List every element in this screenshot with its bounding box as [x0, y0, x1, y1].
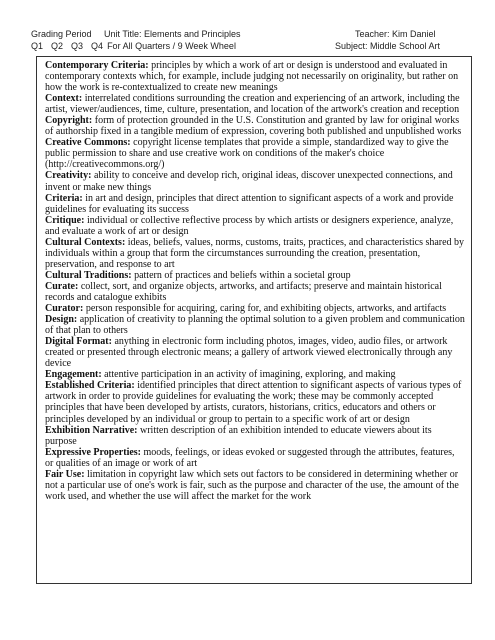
subject-label: Subject: Middle School Art — [335, 41, 441, 51]
glossary-term: Critique: — [45, 214, 85, 226]
glossary-definition: application of creativity to planning the optimal solution to a given problem and communication of that plan to others — [45, 314, 465, 337]
glossary-entry — [45, 469, 465, 502]
unit-title: Unit Title: Elements and Principles — [104, 29, 241, 39]
quarters-note: For All Quarters / 9 Week Wheel — [107, 41, 236, 51]
glossary-entry — [45, 281, 465, 303]
glossary-entry — [45, 237, 465, 270]
glossary-definition: pattern of practices and beliefs within a societal group — [134, 269, 351, 281]
glossary-term: Digital Format: — [45, 336, 112, 348]
glossary-entry — [45, 447, 465, 469]
glossary-term: Creativity: — [45, 170, 92, 182]
glossary-term: Context: — [45, 93, 83, 105]
glossary-definition: ability to conceive and develop rich, original ideas, discover unexpected connections, and invent or make new things — [45, 170, 453, 193]
glossary-entry — [45, 93, 465, 115]
glossary-term: Cultural Traditions: — [45, 269, 132, 281]
glossary-term: Criteria: — [45, 192, 83, 204]
glossary-definition: in art and design, principles that direct attention to significant aspects of a work and provide guidelines for evaluating its success — [45, 192, 454, 215]
glossary-entry — [45, 369, 465, 380]
quarter-q2: Q2 — [51, 41, 64, 51]
glossary-definition: identified principles that direct attention to significant aspects of various types of artwork in order to provide guidelines for evaluating the work; these may be commonly accepted principles that have been developed by artists, curators, historians, critics, educators and others or principles developed by an individual or group to pertain to a specific work of art or design — [45, 380, 462, 425]
glossary-term: Curate: — [45, 280, 79, 292]
glossary-entry — [45, 115, 465, 137]
glossary-entry — [45, 193, 465, 215]
quarters-row — [31, 41, 236, 52]
glossary-definition: collect, sort, and organize objects, artworks, and artifacts; preserve and maintain historical records and catalogue exhibits — [45, 280, 442, 303]
glossary-definition: copyright license templates that provide a simple, standardized way to give the public permission to share and use creative work on conditions of the maker's choice (http://creativecommons.org/) — [45, 137, 449, 171]
glossary-entry — [45, 215, 465, 237]
glossary-definition: person responsible for acquiring, caring for, and exhibiting objects, artworks, and artifacts — [85, 303, 447, 315]
glossary-entry — [45, 270, 465, 281]
quarter-q4: Q4 — [91, 41, 104, 51]
glossary-entry — [45, 336, 465, 369]
glossary-entry — [45, 380, 465, 424]
glossary-definition: ideas, beliefs, values, norms, customs, traits, practices, and characteristics shared by individuals within a group that form the circumstances surrounding the creation, presentation, preservation, and response to art — [45, 236, 465, 270]
quarter-q3: Q3 — [71, 41, 84, 51]
glossary-term: Creative Commons: — [45, 137, 131, 149]
glossary-definition: written description of an exhibition intended to educate viewers about its purpose — [45, 424, 432, 447]
glossary-entry — [45, 137, 465, 170]
glossary-term: Fair Use: — [45, 468, 85, 480]
glossary-term: Contemporary Criteria: — [45, 60, 149, 71]
glossary-term: Design: — [45, 314, 78, 326]
glossary-definition: attentive participation in an activity of imagining, exploring, and making — [104, 369, 396, 381]
glossary-definition: moods, feelings, or ideas evoked or suggested through the attributes, features, or qualities of an image or work of art — [45, 446, 455, 469]
glossary-term: Cultural Contexts: — [45, 236, 126, 248]
quarter-q1: Q1 — [31, 41, 44, 51]
glossary-term: Copyright: — [45, 115, 93, 127]
teacher-label: Teacher: Kim Daniel — [355, 29, 436, 39]
glossary-box — [36, 56, 472, 584]
grading-period-label: Grading Period — [31, 29, 92, 39]
glossary-definition: principles by which a work of art or design is understood and evaluated in contemporary contexts which, for example, include judging not necessarily on originality, but rather on how the work is re-contextualized to create new meanings — [45, 60, 459, 94]
glossary-entry — [45, 170, 465, 192]
glossary-term: Exhibition Narrative: — [45, 424, 138, 436]
glossary-entry — [45, 303, 465, 314]
glossary-definition: anything in electronic form including photos, images, video, audio files, or artwork created or presented through electronic means; a gallery of artwork viewed electronically through any device — [45, 336, 453, 370]
glossary-term: Engagement: — [45, 369, 102, 381]
glossary-definition: form of protection grounded in the U.S. Constitution and granted by law for original works of authorship fixed in a tangible medium of expression, covering both published and unpublished works — [45, 115, 462, 138]
glossary-entry — [45, 425, 465, 447]
glossary-definition: interrelated conditions surrounding the creation and experiencing of an artwork, including the artist, viewer/audiences, time, culture, presentation, and location of the artwork's creation and reception — [45, 93, 460, 116]
glossary-term: Expressive Properties: — [45, 446, 142, 458]
glossary-definition: individual or collective reflective process by which artists or designers experience, analyze, and evaluate a work of art or design — [45, 214, 454, 237]
glossary-term: Curator: — [45, 303, 84, 315]
glossary-entry — [45, 314, 465, 336]
glossary-definition: limitation in copyright law which sets out factors to be considered in determining whether or not a particular use of one's work is fair, such as the purpose and character of the use, the amount of the work used, and whether the use will affect the market for the work — [45, 468, 459, 502]
glossary-term: Established Criteria: — [45, 380, 135, 392]
glossary-entry — [45, 60, 465, 93]
